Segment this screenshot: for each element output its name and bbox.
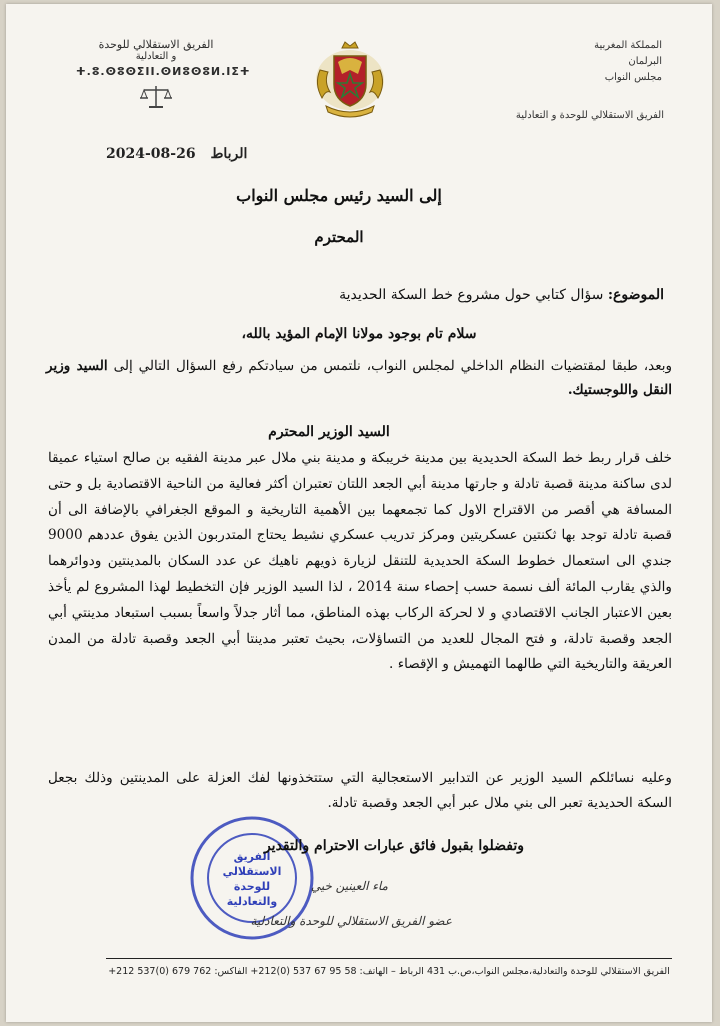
letter-date — [106, 146, 306, 162]
stamp-line1: الفريق — [233, 850, 271, 863]
letter-date-value: 26-08-2024 — [106, 146, 196, 162]
subject-label: الموضوع: — [607, 287, 664, 303]
footer-divider — [106, 958, 672, 959]
party-name-line1: الفريق الاستقلالي للوحدة — [98, 38, 214, 51]
recipient: إلى السيد رئيس مجلس النواب — [236, 186, 442, 205]
footer-address: الفريق الاستقلالي للوحدة والتعادلية،مجلس النواب،ص.ب 431 الرباط – الهاتف: 58 95 67 537 (0)212+ الفاكس: 762 679 (0)537 212+ — [108, 966, 670, 977]
intro-text: وبعد، طبقا لمقتضيات النظام الداخلي لمجلس النواب، نلتمس من سيادتكم رفع السؤال التالي إلى — [107, 358, 673, 374]
letter-city: الرباط — [210, 146, 248, 162]
party-name-line2: و التعادلية — [135, 51, 177, 62]
intro-addressee: السيد وزير النقل واللوجستيك. — [46, 358, 672, 398]
institution-header — [512, 38, 664, 121]
party-name-tifinagh: ⵜ.ⵓ.ⵙⵓⵙⵉⵏⵏ.ⵙⵍⵓⵙⵓⵍ.ⵏⵉⵜ — [76, 65, 251, 78]
closing-line: وتفضلوا بقبول فائق عبارات الاحترام والتقدير — [263, 838, 524, 854]
salutation-respected: المحترم — [314, 228, 364, 246]
letter-page — [6, 4, 712, 1022]
parliament-label: البرلمان — [628, 56, 662, 67]
minister-address: السيد الوزير المحترم — [268, 424, 390, 440]
kingdom-label: المملكة المغربية — [594, 40, 662, 51]
subject-text: سؤال كتابي حول مشروع خط السكة الحديدية — [339, 287, 604, 303]
house-label: مجلس النواب — [604, 72, 662, 83]
stamp-line2: الاستقلالي — [222, 865, 282, 878]
balance-scales-icon — [138, 84, 174, 110]
subject-line — [339, 287, 664, 303]
signer-name: ماء العينين خيي — [310, 879, 388, 893]
body-paragraph-2: وعليه نسائلكم السيد الوزير عن التدابير الاستعجالية التي ستتخذونها لفك العزلة على المدينتين وذلك بجعل السكة الحديدية تعبر الى بني ملال عبر أبي الجعد وقصبة تادلة. — [48, 770, 672, 811]
signer-role: عضو الفريق الاستقلالي للوحدة والتعادلية — [250, 914, 452, 928]
moroccan-coat-of-arms-icon — [312, 40, 388, 120]
greeting: سلام تام بوجود مولانا الإمام المؤيد بالله، — [241, 326, 477, 342]
stamp-line4: والتعادلية — [226, 895, 278, 908]
intro-paragraph — [46, 354, 672, 402]
group-label: الفريق الاستقلالي للوحدة و التعادلية — [515, 110, 664, 121]
stamp-line3: للوحدة — [233, 880, 271, 893]
body-paragraph-1: خلف قرار ربط خط السكة الحديدية بين مدينة خريبكة و مدينة بني ملال عبر مدينة الفقيه بن صالح استياء عميقا لدى ساكنة مدينة قصبة تادلة و جارتها مدينة أبي الجعد اللتان تعتبران أكثر فعالية من الناحية الاقتصادية بل و حتى المسافة هي أقصر من الاقتراح الاول كما تجمعهما بين الأهمية التاريخية و الموقع الجغرافي بالإضافة الى أن قصبة تادلة توجد بها ثكنتين عسكريتين ومركز تدريب عسكري نشيط يحتاج المتدربون الذين يفوق عددهم 9000 جندي الى استعمال خطوط السكة الحديدية للتنقل لزيارة ذويهم ناهيك عن عدد السكان بالمدينتين ودوائرهما والذي يقارب المائة ألف نسمة حسب إحصاء سنة 2014 ، لذا السيد الوزير فإن التخطيط لهذا المشروع لم يأخذ بعين الاعتبار الجانب الاقتصادي و لا لحركة الركاب بهذه المناطق، مما أثار جدلاً واسعاً بسبب استبعاد مدينتي أبي الجعد وقصبة تادلة، و فتح المجال للعديد من التساؤلات، بحيث تعتبر مدينتا أبي الجعد وقصبة تادلة من المدن العريقة والتاريخية التي طالهما التهميش و الإقصاء . — [48, 450, 672, 673]
party-header — [76, 38, 251, 114]
